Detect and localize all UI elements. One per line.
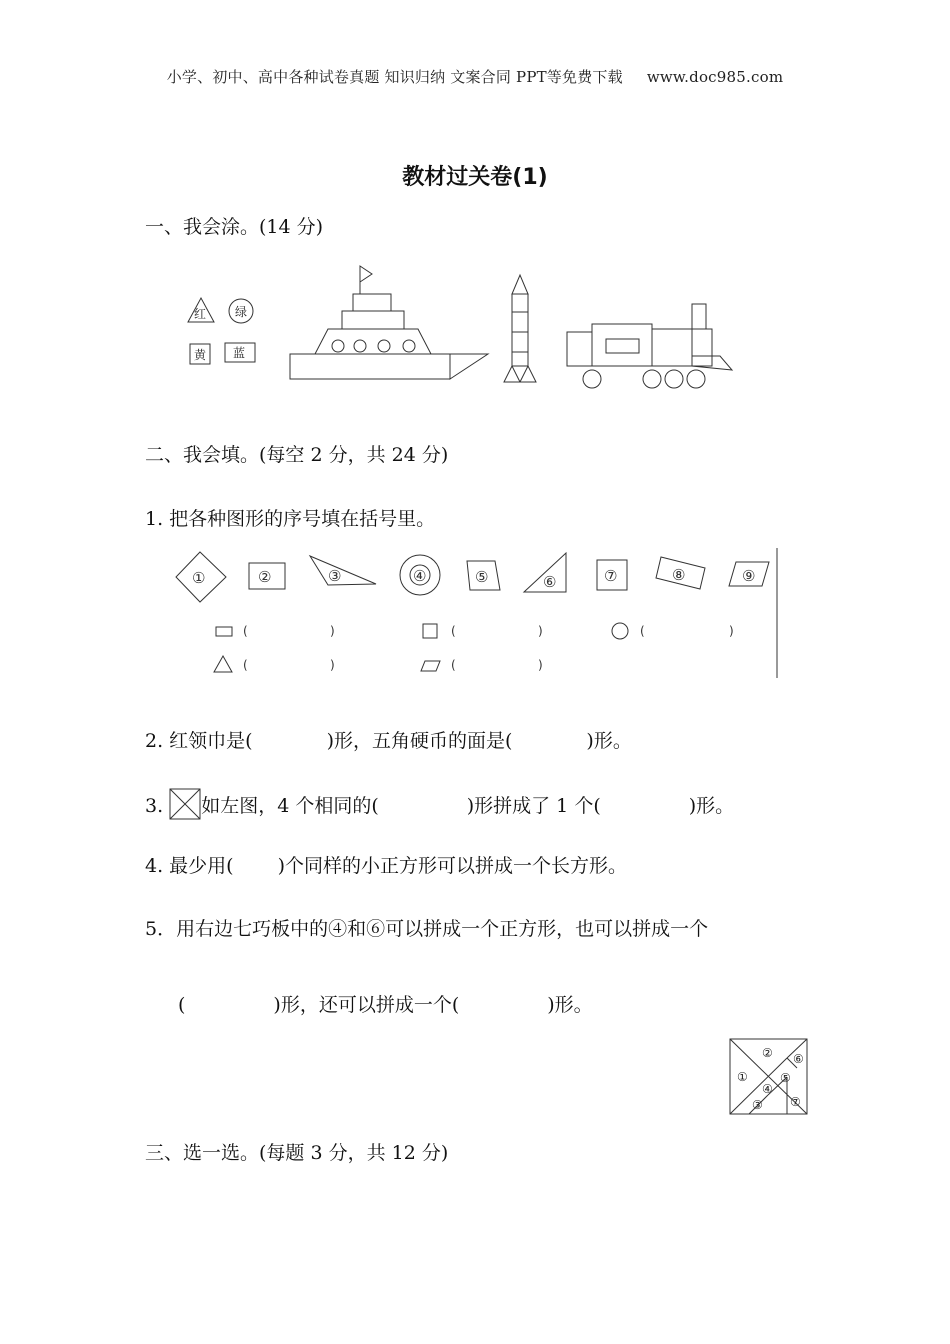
svg-text:绿: 绿	[235, 305, 248, 319]
shape-9-number: ⑨	[742, 567, 756, 585]
answer-triangle-icon	[214, 656, 232, 672]
section2-heading: 二、我会填。(每空 2 分，共 24 分)	[145, 444, 449, 466]
train-drawing	[567, 304, 732, 388]
answer-circle-icon	[612, 623, 628, 639]
svg-text:): )	[330, 658, 335, 672]
legend-green-circle	[229, 299, 253, 323]
coloring-picture	[180, 262, 750, 392]
tangram-label-3: ③	[752, 1098, 763, 1112]
shape-1-number: ①	[192, 569, 206, 587]
svg-text:(: (	[451, 624, 456, 638]
q3: 3. 如左图，4 个相同的( )形拼成了 1 个( )形。	[145, 788, 734, 820]
rocket-drawing	[504, 275, 536, 382]
shape-3-triangle	[310, 556, 376, 585]
q4: 4. 最少用( )个同样的小正方形可以拼成一个长方形。	[145, 855, 628, 877]
answer-square-icon	[423, 624, 437, 638]
q5-line2: ( )形，还可以拼成一个( )形。	[178, 994, 593, 1016]
svg-text:(: (	[451, 658, 456, 672]
q5-line1: 5．用右边七巧板中的④和⑥可以拼成一个正方形，也可以拼成一个	[145, 918, 709, 940]
q2: 2. 红领巾是( )形，五角硬币的面是( )形。	[145, 730, 632, 752]
tangram-label-1: ①	[737, 1070, 748, 1084]
svg-text:): )	[538, 624, 543, 638]
shape-2-number: ②	[258, 568, 272, 586]
shape-8-number: ⑧	[672, 566, 686, 584]
svg-text:(: (	[243, 658, 248, 672]
legend-blue-rectangle	[225, 343, 255, 362]
legend-red-triangle	[188, 298, 214, 322]
page-header	[0, 66, 950, 87]
svg-text:蓝: 蓝	[233, 346, 246, 360]
svg-text:(: (	[640, 624, 645, 638]
answer-parallelogram-icon	[421, 661, 440, 671]
section1-heading: 一、我会涂。(14 分)	[145, 216, 324, 238]
shape-6-number: ⑥	[543, 573, 557, 591]
header-url: www.doc985.com	[646, 68, 784, 86]
tangram-label-6: ⑥	[793, 1052, 804, 1066]
q1-shapes-panel	[170, 548, 790, 680]
svg-text:黄: 黄	[194, 348, 207, 362]
svg-text:(: (	[243, 624, 248, 638]
svg-text:): )	[538, 658, 543, 672]
shape-4-number: ④	[413, 567, 427, 585]
svg-text:): )	[729, 624, 734, 638]
header-text: 小学、初中、高中各种试卷真题 知识归纳 文案合同 PPT等免费下载	[166, 68, 623, 86]
tangram-figure	[729, 1038, 809, 1116]
svg-text:): )	[330, 624, 335, 638]
tangram-label-4: ④	[762, 1082, 773, 1096]
section3-heading: 三、选一选。(每题 3 分，共 12 分)	[145, 1142, 449, 1164]
shape-3-number: ③	[328, 567, 342, 585]
tangram-label-2: ②	[762, 1046, 773, 1060]
crossed-square-icon	[169, 788, 201, 820]
legend-yellow-square	[190, 344, 210, 364]
ship-drawing	[290, 266, 488, 379]
tangram-label-5: ⑤	[780, 1071, 791, 1085]
shape-5-number: ⑤	[475, 568, 489, 586]
q1-text: 1. 把各种图形的序号填在括号里。	[145, 508, 436, 530]
shape-7-number: ⑦	[604, 567, 618, 585]
svg-text:红: 红	[194, 307, 207, 321]
tangram-label-7: ⑦	[790, 1095, 801, 1109]
answer-rectangle-icon	[216, 627, 232, 636]
page-title: 教材过关卷(1)	[402, 165, 548, 190]
